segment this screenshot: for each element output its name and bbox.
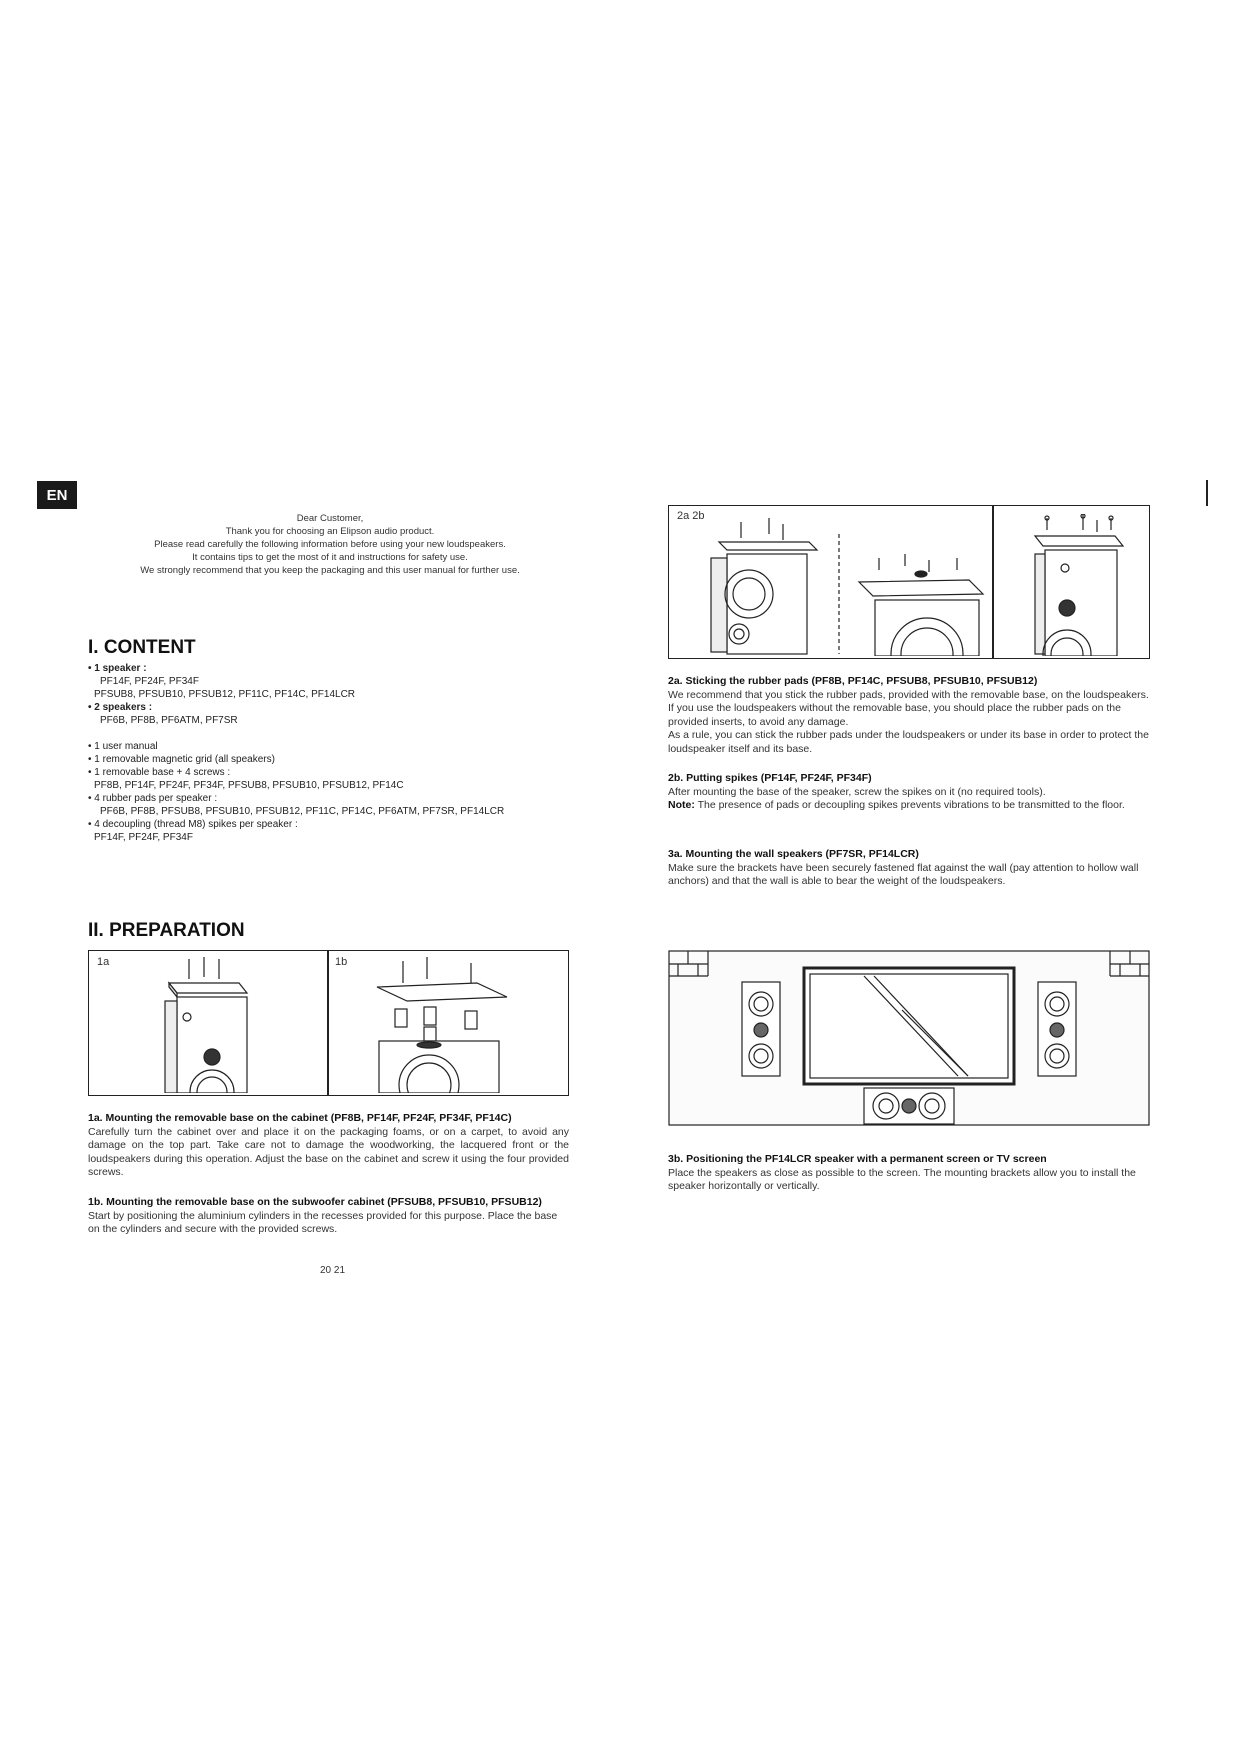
figure-2a-2b-label: 2a 2b	[677, 510, 705, 522]
list-item: • 1 user manual	[88, 741, 158, 752]
rubber-pads-illustration	[699, 514, 989, 656]
list-item: • 4 decoupling (thread M8) spikes per speaker :	[88, 819, 298, 830]
section-1b	[88, 1196, 569, 1237]
list-item-detail: PF6B, PF8B, PFSUB8, PFSUB10, PFSUB12, PF11C, PF14C, PF6ATM, PF7SR, PF14LCR	[100, 806, 505, 817]
content-title: I. CONTENT	[88, 637, 196, 658]
section-3a-text: Make sure the brackets have been securely fastened flat against the wall (pay attention to hollow wall anchors) and that the wall is able to bear the weight of the loudspeakers.	[668, 861, 1139, 887]
intro-line: We strongly recommend that you keep the packaging and this user manual for further use.	[140, 565, 520, 576]
intro-line: Dear Customer,	[296, 513, 364, 524]
intro-line: Thank you for choosing an Elipson audio product.	[225, 526, 435, 537]
section-3a	[668, 848, 1150, 889]
section-2a-text-2: As a rule, you can stick the rubber pads under the loudspeakers or under its base in order to protect the loudspeaker itself and its base.	[668, 729, 1149, 755]
page-numbers: 20 21	[320, 1265, 346, 1276]
list-item-detail: PF14F, PF24F, PF34F	[94, 832, 193, 843]
section-1a-text: Carefully turn the cabinet over and place it on the packaging foams, or on a carpet, to avoid any damage on the top part. Take care not to damage the woodworking, the lacquered front or the loudspeakers during this operation. Adjust the base on the cabinet and screw it using the four provided screws.	[88, 1125, 569, 1178]
section-1a-heading: 1a. Mounting the removable base on the cabinet (PF8B, PF14F, PF24F, PF34F, PF14C)	[88, 1112, 512, 1124]
figure-2a-2b	[668, 505, 1150, 659]
figure-1a-1b	[88, 950, 569, 1096]
intro-line: It contains tips to get the most of it and instructions for safety use.	[192, 552, 468, 563]
figure-divider	[327, 951, 329, 1095]
preparation-title: II. PREPARATION	[88, 920, 245, 941]
section-2a-heading: 2a. Sticking the rubber pads (PF8B, PF14C, PFSUB8, PFSUB10, PFSUB12)	[668, 675, 1038, 687]
tv-wall-speakers-illustration	[668, 950, 1150, 1126]
section-1b-heading: 1b. Mounting the removable base on the subwoofer cabinet (PFSUB8, PFSUB10, PFSUB12)	[88, 1196, 542, 1208]
section-2a	[668, 675, 1150, 756]
one-speaker-label: • 1 speaker :	[88, 663, 147, 674]
figure-1b-label: 1b	[335, 956, 348, 968]
section-2a-text: We recommend that you stick the rubber pads, provided with the removable base, on the loudspeakers. If you use the loudspeakers without the removable base, you should place the rubber pads on the provided inserts, to avoid any damage.	[668, 688, 1149, 728]
intro-text	[110, 512, 550, 577]
intro-line: Please read carefully the following information before using your new loudspeakers.	[154, 539, 506, 550]
two-speakers-label: • 2 speakers :	[88, 702, 153, 713]
two-speakers-models: PF6B, PF8B, PF6ATM, PF7SR	[100, 715, 238, 726]
section-1b-text: Start by positioning the aluminium cylinders in the recesses provided for this purpose. Place the base on the cylinders and secure with the provided screws.	[88, 1209, 558, 1235]
page-edge-mark	[1206, 480, 1208, 506]
list-item: • 4 rubber pads per speaker :	[88, 793, 218, 804]
section-2b-text: After mounting the base of the speaker, screw the spikes on it (no required tools).	[668, 785, 1046, 798]
section-2b	[668, 772, 1150, 813]
spikes-illustration	[1005, 514, 1145, 656]
figure-divider	[992, 506, 994, 658]
subwoofer-mounting-illustration	[367, 957, 567, 1093]
section-3a-heading: 3a. Mounting the wall speakers (PF7SR, PF14LCR)	[668, 848, 919, 860]
one-speaker-models-2: PFSUB8, PFSUB10, PFSUB12, PF11C, PF14C, PF14LCR	[94, 689, 356, 700]
section-3b	[668, 1153, 1168, 1194]
figure-3	[668, 950, 1150, 1126]
list-item: • 1 removable magnetic grid (all speakers)	[88, 754, 275, 765]
list-item: • 1 removable base + 4 screws :	[88, 767, 231, 778]
content-list	[88, 662, 558, 844]
note-label: Note:	[668, 799, 695, 811]
language-tab: EN	[37, 481, 77, 509]
section-3b-heading: 3b. Positioning the PF14LCR speaker with a permanent screen or TV screen	[668, 1153, 1047, 1165]
section-2b-heading: 2b. Putting spikes (PF14F, PF24F, PF34F)	[668, 772, 872, 784]
one-speaker-models: PF14F, PF24F, PF34F	[100, 676, 199, 687]
note-text: The presence of pads or decoupling spikes prevents vibrations to be transmitted to the floor.	[694, 799, 1125, 811]
section-1a	[88, 1112, 569, 1180]
list-item-detail: PF8B, PF14F, PF24F, PF34F, PFSUB8, PFSUB10, PFSUB12, PF14C	[94, 780, 404, 791]
figure-1a-label: 1a	[97, 956, 110, 968]
section-3b-text: Place the speakers as close as possible to the screen. The mounting brackets allow you to install the speaker horizontally or vertically.	[668, 1166, 1136, 1192]
base-mounting-illustration	[129, 957, 309, 1093]
